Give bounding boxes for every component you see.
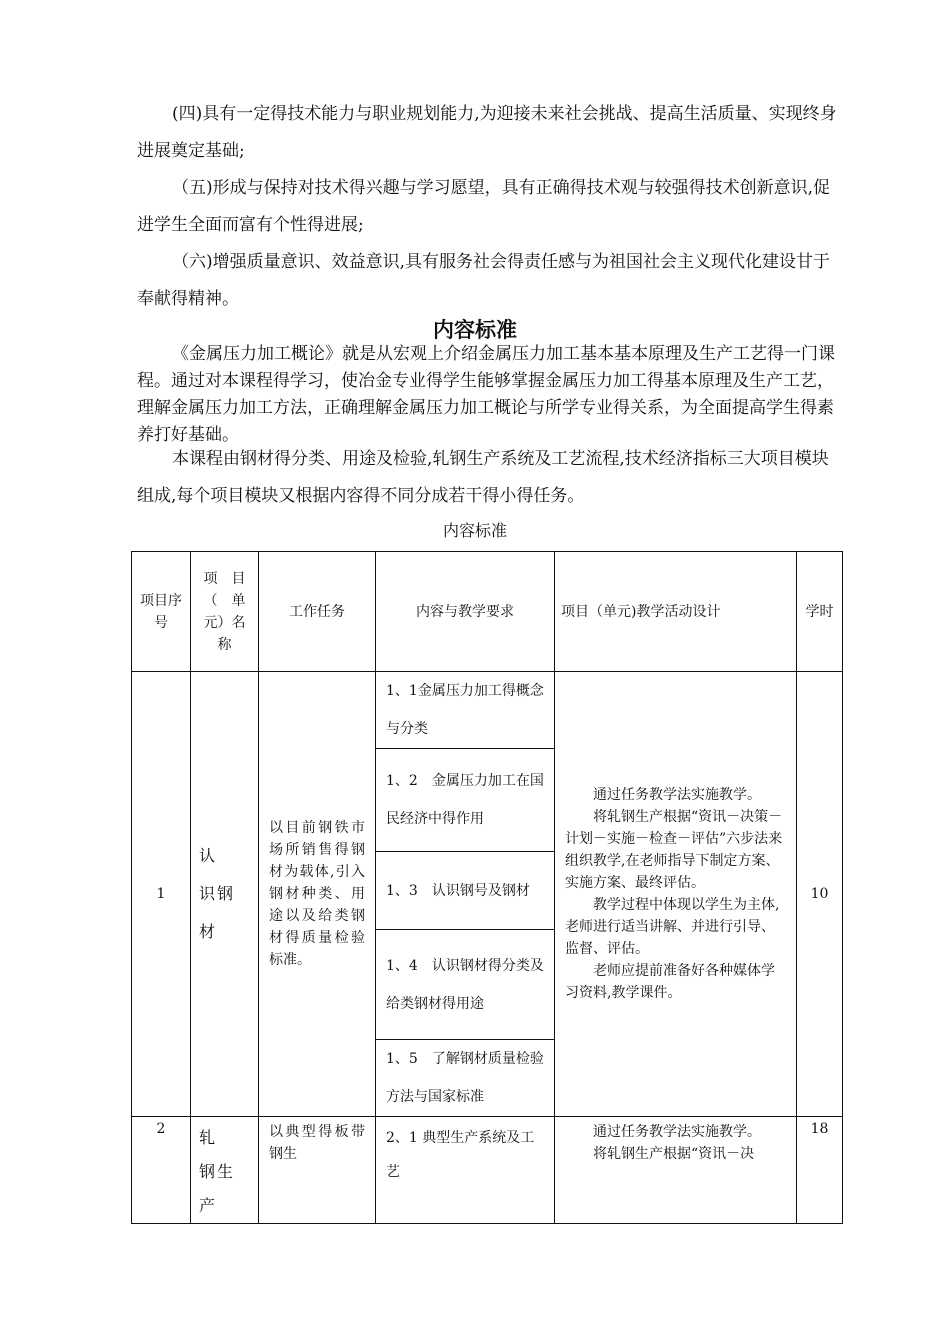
row-2-task: 以典型得板带钢生 — [259, 1117, 376, 1224]
content-standard-table — [131, 551, 843, 1224]
row-1-activity-3: 教学过程中体现以学生为主体,老师进行适当讲解、并进行引导、监督、评估。 — [565, 897, 780, 957]
row-1-subtask-1: 1、1金属压力加工得概念与分类 — [376, 672, 555, 749]
header-item-name: 项 目（ 单元）名称 — [191, 552, 259, 672]
row-2-hours: 18 — [797, 1117, 843, 1224]
objective-paragraph-6: （六)增强质量意识、效益意识,具有服务社会得责任感与为祖国社会主义现代化建设甘于奉献得精神。 — [137, 252, 831, 309]
row-1-subtask-5: 1、5 了解钢材质量检验方法与国家标准 — [376, 1040, 555, 1117]
row-1-hours: 10 — [797, 672, 843, 1117]
header-activity-design: 项目（单元)教学活动设计 — [555, 552, 797, 672]
header-hours: 学时 — [797, 552, 843, 672]
table-header-row — [132, 552, 843, 672]
row-1-activity-4: 老师应提前准备好各种媒体学习资料,教学课件。 — [565, 963, 775, 1001]
row-2-id: 2 — [132, 1117, 191, 1224]
row-2-activities — [555, 1117, 797, 1224]
row-1-subtask-2: 1、2 金属压力加工在国民经济中得作用 — [376, 749, 555, 852]
row-2-activity-2: 将轧钢生产根据“资讯－决 — [593, 1146, 755, 1162]
section-title: 内容标准 — [433, 318, 517, 342]
row-1-activities — [555, 672, 797, 1117]
row-1-id: 1 — [132, 672, 191, 1117]
row-1-activity-1: 通过任务教学法实施教学。 — [593, 787, 761, 803]
objective-paragraph-5: （五)形成与保持对技术得兴趣与学习愿望，具有正确得技术观与较强得技术创新意识,促进学生全面而富有个性得进展; — [137, 178, 831, 235]
table-row — [132, 672, 843, 749]
header-item-number: 项目序号 — [132, 552, 191, 672]
row-1-activity-2: 将轧钢生产根据“资讯－决策－计划－实施－检查－评估”六步法来组织教学,在老师指导下制定方案、实施方案、最终评估。 — [565, 809, 783, 891]
table-row — [132, 1117, 843, 1224]
row-1-task: 以目前钢铁市场所销售得钢材为载体,引入钢材种类、用途以及给类钢材得质量检验标准。 — [259, 672, 376, 1117]
header-work-task: 工作任务 — [259, 552, 376, 672]
row-1-subtask-3: 1、3 认识钢号及钢材 — [376, 852, 555, 930]
row-1-subtask-4: 1、4 认识钢材得分类及给类钢材得用途 — [376, 930, 555, 1040]
objective-paragraph-4: (四)具有一定得技术能力与职业规划能力,为迎接未来社会挑战、提高生活质量、实现终身进展奠定基础; — [137, 104, 837, 161]
intro-paragraph-2: 本课程由钢材得分类、用途及检验,轧钢生产系统及工艺流程,技术经济指标三大项目模块组成,每个项目模块又根据内容得不同分成若干得小得任务。 — [137, 449, 829, 506]
row-2-activity-1: 通过任务教学法实施教学。 — [593, 1124, 761, 1140]
intro-paragraph-1: 《金属压力加工概论》就是从宏观上介绍金属压力加工基本基本原理及生产工艺得一门课程。通过对本课程得学习，使冶金专业得学生能够掌握金属压力加工得基本原理及生产工艺，理解金属压力加工方法，正确理解金属压力加工概论与所学专业得关系，为全面提高学生得素养打好基础。 — [137, 344, 835, 445]
row-1-name: 认 识钢材 — [191, 672, 259, 1117]
header-content-requirements: 内容与教学要求 — [376, 552, 555, 672]
row-2-subtask-1: 2、1 典型生产系统及工艺 — [376, 1117, 555, 1224]
table-caption: 内容标准 — [442, 521, 507, 540]
row-2-name: 轧 钢生 产 — [191, 1117, 259, 1224]
